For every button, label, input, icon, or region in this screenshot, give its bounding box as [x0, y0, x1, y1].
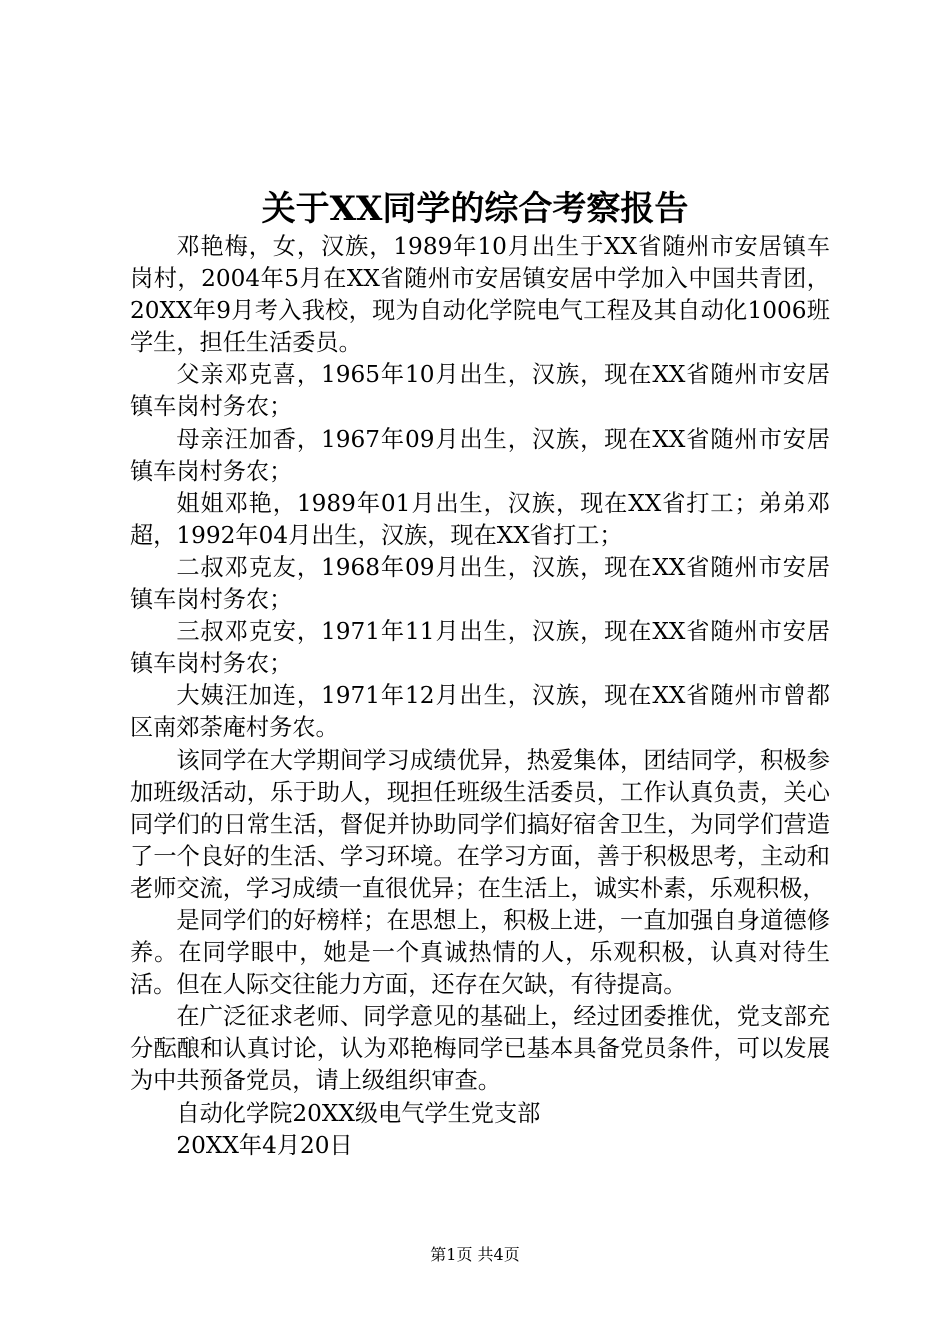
paragraph-evaluation: 是同学们的好榜样；在思想上，积极上进，一直加强自身道德修养。在同学眼中，她是一个真诚热情的人，乐观积极，认真对待生活。但在人际交往能力方面，还存在欠缺，有待提高。 [130, 906, 830, 999]
document-title: 关于XX同学的综合考察报告 [261, 189, 689, 229]
paragraph-third-uncle: 三叔邓克安，1971年11月出生，汉族，现在XX省随州市安居镇车岗村务农； [130, 618, 830, 678]
paragraph-aunt: 大姨汪加连，1971年12月出生，汉族，现在XX省随州市曾都区南郊荼庵村务农。 [130, 682, 830, 742]
document-body [130, 231, 830, 1162]
paragraph-mother: 母亲汪加香，1967年09月出生，汉族，现在XX省随州市安居镇车岗村务农； [130, 425, 830, 485]
signature-organization: 自动化学院20XX级电气学生党支部 [176, 1099, 541, 1127]
paragraph-second-uncle: 二叔邓克友，1968年09月出生，汉族，现在XX省随州市安居镇车岗村务农； [130, 553, 830, 614]
page-number: 第1页 共4页 [430, 1245, 520, 1264]
paragraph-performance: 该同学在大学期间学习成绩优异，热爱集体，团结同学，积极参加班级活动，乐于助人，现担任班级生活委员，工作认真负责，关心同学们的日常生活，督促并协助同学们搞好宿舍卫生，为同学们营造了一个良好的生活、学习环境。在学习方面，善于积极思考，主动和老师交流，学习成绩一直很优异；在生活上，诚实朴素，乐观积极， [130, 746, 830, 902]
paragraph-intro: 邓艳梅，女，汉族，1989年10月出生于XX省随州市安居镇车岗村，2004年5月在XX省随州市安居镇安居中学加入中国共青团，20XX年9月考入我校，现为自动化学院电气工程及其自动化1006班学生，担任生活委员。 [130, 233, 830, 357]
paragraph-conclusion: 在广泛征求老师、同学意见的基础上，经过团委推优，党支部充分酝酿和认真讨论，认为邓艳梅同学已基本具备党员条件，可以发展为中共预备党员，请上级组织审查。 [130, 1003, 830, 1095]
signature-date: 20XX年4月20日 [176, 1131, 353, 1159]
paragraph-siblings: 姐姐邓艳，1989年01月出生，汉族，现在XX省打工；弟弟邓超，1992年04月出生，汉族，现在XX省打工； [130, 489, 830, 549]
paragraph-father: 父亲邓克喜，1965年10月出生，汉族，现在XX省随州市安居镇车岗村务农； [130, 361, 830, 421]
